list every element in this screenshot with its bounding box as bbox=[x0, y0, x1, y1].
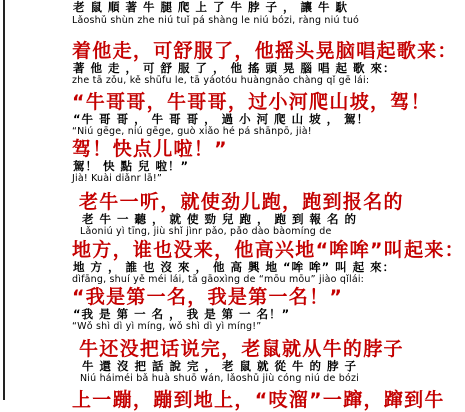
pinyin-text: zhe tā zǒu, kě shūfu le, tā yáotóu huàngnǎo chàng qǐ gē lái: bbox=[72, 75, 370, 86]
traditional-text: 著 他 走 ， 可 舒 服 了 ， 他 搖 頭 晃 腦 唱 起 歌 來： bbox=[73, 61, 396, 75]
pinyin-text: Lǎoshǔ shùn zhe niú tuǐ pá shàng le niú bózi, ràng niú tuó bbox=[72, 15, 360, 26]
simplified-text: “我是第一名，我是第一名！” bbox=[72, 286, 344, 308]
pinyin-text: “Niú gēge, niú gēge, guò xiǎo hé pá shānpō, jià! bbox=[72, 126, 312, 137]
simplified-text: “牛哥哥，牛哥哥，过小河爬山坡，驾！ bbox=[72, 91, 431, 113]
traditional-text: 老 牛 一 聽 ， 就 使 勁 兒 跑 ， 跑 到 報 名 的 bbox=[82, 212, 358, 226]
pinyin-text: “Wǒ shì dì yì míng, wǒ shì dì yì míng!” bbox=[72, 321, 262, 332]
traditional-text: 地 方 ， 誰 也 沒 來 ， 他 高 興 地 “哞 哞” 叫 起 來： bbox=[73, 260, 396, 274]
left-margin-rule bbox=[3, 0, 5, 400]
pinyin-text: Niú háiméi bǎ huà shuō wán, lǎoshǔ jiù cóng niú de bózi bbox=[80, 373, 360, 384]
simplified-text: 上一蹦，蹦到地上，“吱溜”一蹿，蹿到牛 bbox=[72, 389, 445, 411]
traditional-text: “我 是 第 一 名 ， 我 是 第 一 名！” bbox=[73, 307, 291, 321]
pinyin-text: dìfāng, shuí yě méi lái, tā gāoxìng de “mōu mōu” jiào qǐlái: bbox=[72, 274, 365, 285]
traditional-text: 牛 還 沒 把 話 說 完 ， 老 鼠 就 從 牛 的 脖 子 bbox=[82, 359, 358, 373]
traditional-text: 駕！ 快 點 兒 啦！” bbox=[73, 159, 190, 173]
traditional-text: 老 鼠 順 著 牛 腿 爬 上 了 牛 脖 子 ， 讓 牛 馱 bbox=[73, 0, 349, 14]
simplified-text: 牛还没把话说完，老鼠就从牛的脖子 bbox=[79, 338, 404, 360]
pinyin-text: Jià! Kuài diǎnr lā!” bbox=[72, 173, 162, 184]
simplified-text: 驾！快点儿啦！” bbox=[72, 138, 228, 160]
pinyin-text: Lǎoniú yì tīng, jiù shǐ jìnr pǎo, pǎo dào bàomíng de bbox=[80, 226, 332, 237]
traditional-text: “牛 哥 哥 ， 牛 哥 哥 ， 過 小 河 爬 山 坡 ， 駕！ bbox=[73, 112, 370, 126]
simplified-text: 老牛一听，就使劲儿跑，跑到报名的 bbox=[79, 191, 404, 213]
simplified-text: 着他走，可舒服了，他摇头晃脑唱起歌来： bbox=[72, 40, 458, 62]
simplified-text: 地方，谁也没来，他高兴地“哞哞”叫起来： bbox=[72, 239, 465, 261]
